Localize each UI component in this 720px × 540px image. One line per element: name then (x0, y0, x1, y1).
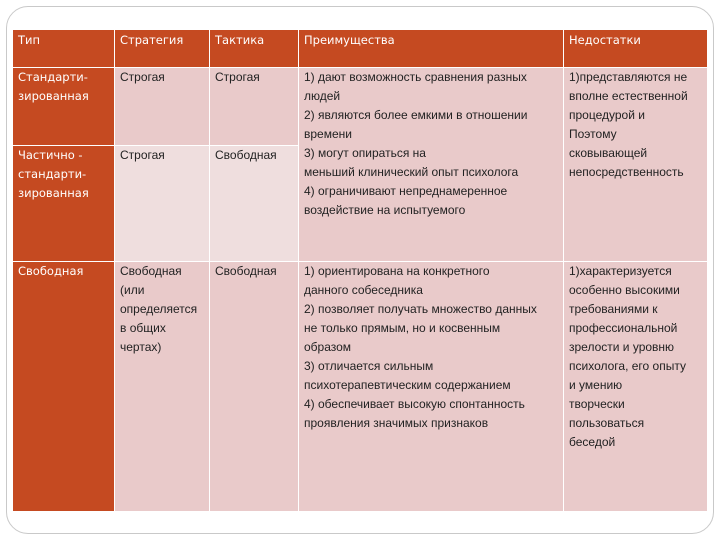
disadvantage-line: пользоваться (569, 416, 645, 430)
disadvantage-line: сковывающей (569, 146, 648, 160)
type-text: Стандарти- (18, 70, 88, 84)
advantage-line: воздействие на испытуемого (304, 203, 466, 217)
advantage-line: не только прямым, но и косвенным (304, 321, 501, 335)
disadvantage-line: процедурой и (569, 108, 645, 122)
type-text: Частично - (18, 148, 83, 162)
disadvantage-line: творчески (569, 397, 625, 411)
row-type-cell (13, 146, 115, 262)
disadvantage-line: особенно высокими (569, 283, 680, 297)
advantage-line: проявления значимых признаков (304, 416, 489, 430)
type-text: Свободная (18, 264, 84, 278)
disadvantage-line: требованиями к (569, 302, 658, 316)
advantage-line: 1) ориентирована на конкретного (304, 264, 490, 278)
header-advantages: Преимущества (299, 30, 564, 68)
advantage-line: людей (304, 89, 341, 103)
advantage-line: образом (304, 340, 352, 354)
disadvantage-line: профессиональной (569, 321, 678, 335)
disadvantage-line: зрелости и уровню (569, 340, 675, 354)
header-type: Тип (13, 30, 115, 68)
tactic-cell (210, 262, 299, 512)
advantage-line: 3) отличается сильным (304, 359, 434, 373)
advantages-cell (299, 68, 564, 262)
disadvantage-line: беседой (569, 435, 616, 449)
header-tactic: Тактика (210, 30, 299, 68)
advantage-line: 3) могут опираться на (304, 146, 426, 160)
header-strategy: Стратегия (115, 30, 210, 68)
tactic-cell (210, 68, 299, 146)
type-text: стандарти- (18, 167, 87, 181)
advantage-line: меньший клинический опыт психолога (304, 165, 519, 179)
strategy-cell (115, 262, 210, 512)
tactic-text: Свободная (215, 264, 277, 278)
disadvantages-cell (564, 262, 708, 512)
disadvantage-line: и умению (569, 378, 623, 392)
strategy-text: чертах) (120, 340, 162, 354)
advantage-line: психотерапевтическим содержанием (304, 378, 511, 392)
disadvantage-line: Поэтому (569, 127, 617, 141)
advantages-cell (299, 262, 564, 512)
row-type-cell (13, 262, 115, 512)
disadvantage-line: непосредственность (569, 165, 684, 179)
strategy-cell (115, 146, 210, 262)
disadvantage-line: 1)характеризуется (569, 264, 672, 278)
advantage-line: 2) являются более емкими в отношении (304, 108, 528, 122)
tactic-text: Строгая (215, 70, 260, 84)
disadvantages-cell (564, 68, 708, 262)
strategy-text: Свободная (120, 264, 182, 278)
table-row (13, 262, 708, 512)
strategy-text: Строгая (120, 148, 165, 162)
interview-types-table (12, 29, 708, 512)
advantage-line: 2) позволяет получать множество данных (304, 302, 537, 316)
disadvantage-line: вполне естественной (569, 89, 688, 103)
tactic-cell (210, 146, 299, 262)
disadvantage-line: 1)представляются не (569, 70, 688, 84)
header-disadvantages: Недостатки (564, 30, 708, 68)
advantage-line: 4) ограничивают непреднамеренное (304, 184, 508, 198)
strategy-text: в общих (120, 321, 166, 335)
header-row (13, 30, 708, 68)
strategy-cell (115, 68, 210, 146)
strategy-text: (или (120, 283, 145, 297)
advantage-line: данного собеседника (304, 283, 423, 297)
row-type-cell (13, 68, 115, 146)
table-row (13, 68, 708, 146)
advantage-line: 1) дают возможность сравнения разных (304, 70, 527, 84)
type-text: зированная (18, 89, 89, 103)
advantage-line: 4) обеспечивает высокую спонтанность (304, 397, 525, 411)
advantage-line: времени (304, 127, 352, 141)
strategy-text: определяется (120, 302, 198, 316)
disadvantage-line: психолога, его опыту (569, 359, 686, 373)
type-text: зированная (18, 186, 89, 200)
tactic-text: Свободная (215, 148, 277, 162)
strategy-text: Строгая (120, 70, 165, 84)
